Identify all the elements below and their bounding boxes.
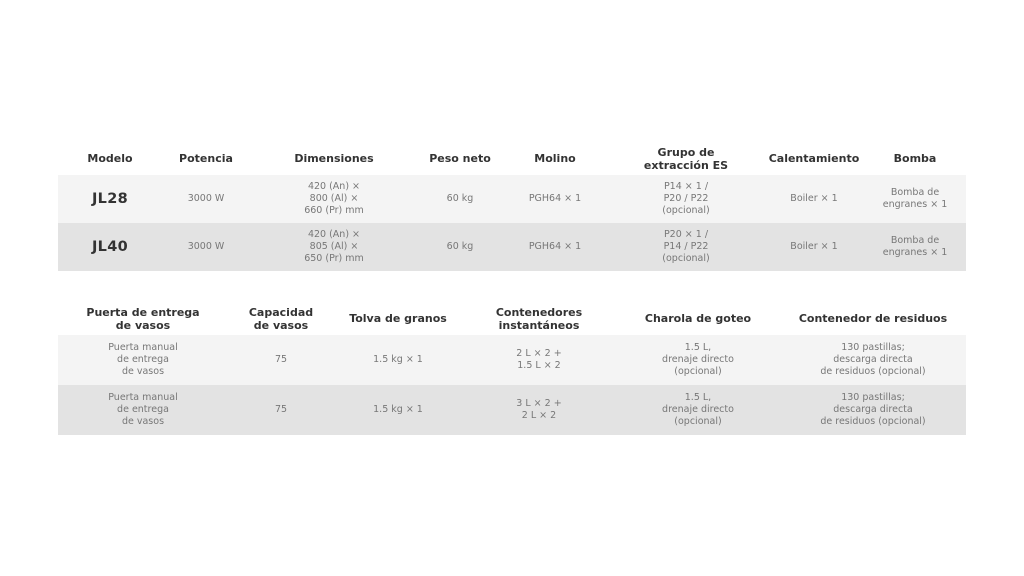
cell-grupo-extraccion: P20 × 1 / P14 / P22 (opcional)	[662, 229, 710, 264]
cell-peso-neto: 60 kg	[446, 241, 474, 252]
cell-dimensiones: 420 (An) × 805 (Al) × 650 (Pr) mm	[304, 229, 364, 264]
cell-puerta-entrega: Puerta manual de entrega de vasos	[108, 392, 178, 427]
table-row	[58, 335, 966, 385]
col-header-charola-goteo: Charola de goteo	[644, 312, 752, 325]
cell-capacidad-vasos: 75	[274, 354, 288, 365]
table-row	[58, 223, 966, 271]
cell-potencia: 3000 W	[187, 193, 225, 204]
col-header-contenedor-residuos: Contenedor de residuos	[798, 312, 948, 325]
table-row	[58, 385, 966, 435]
cell-calentamiento: Boiler × 1	[790, 241, 838, 252]
col-header-calentamiento: Calentamiento	[768, 152, 860, 165]
cell-bomba: Bomba de engranes × 1	[882, 187, 948, 210]
cell-molino: PGH64 × 1	[528, 193, 582, 204]
cell-contenedor-residuos: 130 pastillas; descarga directa de residuos (opcional)	[820, 342, 926, 377]
cell-tolva-granos: 1.5 kg × 1	[373, 404, 423, 415]
table-header-row	[58, 302, 966, 335]
col-header-capacidad-vasos: Capacidad de vasos	[248, 305, 314, 332]
cell-molino: PGH64 × 1	[528, 241, 582, 252]
table-row	[58, 175, 966, 223]
cell-charola-goteo: 1.5 L, drenaje directo (opcional)	[662, 392, 734, 427]
specs-table-main	[58, 142, 966, 271]
cell-bomba: Bomba de engranes × 1	[882, 235, 948, 258]
cell-model: JL28	[91, 191, 128, 207]
cell-puerta-entrega: Puerta manual de entrega de vasos	[108, 342, 178, 377]
specs-table-accessories	[58, 302, 966, 435]
col-header-puerta-entrega: Puerta de entrega de vasos	[86, 305, 200, 332]
col-header-tolva-granos: Tolva de granos	[349, 312, 447, 325]
col-header-contenedores-instantaneos: Contenedores instantáneos	[495, 305, 583, 332]
cell-contenedores-instantaneos: 3 L × 2 + 2 L × 2	[516, 398, 562, 421]
cell-dimensiones: 420 (An) × 800 (Al) × 660 (Pr) mm	[304, 181, 364, 216]
cell-peso-neto: 60 kg	[446, 193, 474, 204]
cell-model: JL40	[91, 239, 128, 255]
cell-potencia: 3000 W	[187, 241, 225, 252]
col-header-potencia: Potencia	[179, 152, 233, 165]
cell-grupo-extraccion: P14 × 1 / P20 / P22 (opcional)	[662, 181, 710, 216]
table-header-row	[58, 142, 966, 175]
cell-charola-goteo: 1.5 L, drenaje directo (opcional)	[662, 342, 734, 377]
col-header-bomba: Bomba	[893, 152, 937, 165]
cell-calentamiento: Boiler × 1	[790, 193, 838, 204]
col-header-molino: Molino	[534, 152, 576, 165]
col-header-peso-neto: Peso neto	[429, 152, 491, 165]
cell-contenedor-residuos: 130 pastillas; descarga directa de residuos (opcional)	[820, 392, 926, 427]
col-header-dimensiones: Dimensiones	[294, 152, 374, 165]
cell-capacidad-vasos: 75	[274, 404, 288, 415]
cell-tolva-granos: 1.5 kg × 1	[373, 354, 423, 365]
cell-contenedores-instantaneos: 2 L × 2 + 1.5 L × 2	[516, 348, 562, 371]
col-header-grupo-extraccion: Grupo de extracción ES	[643, 145, 729, 172]
col-header-modelo: Modelo	[87, 152, 133, 165]
